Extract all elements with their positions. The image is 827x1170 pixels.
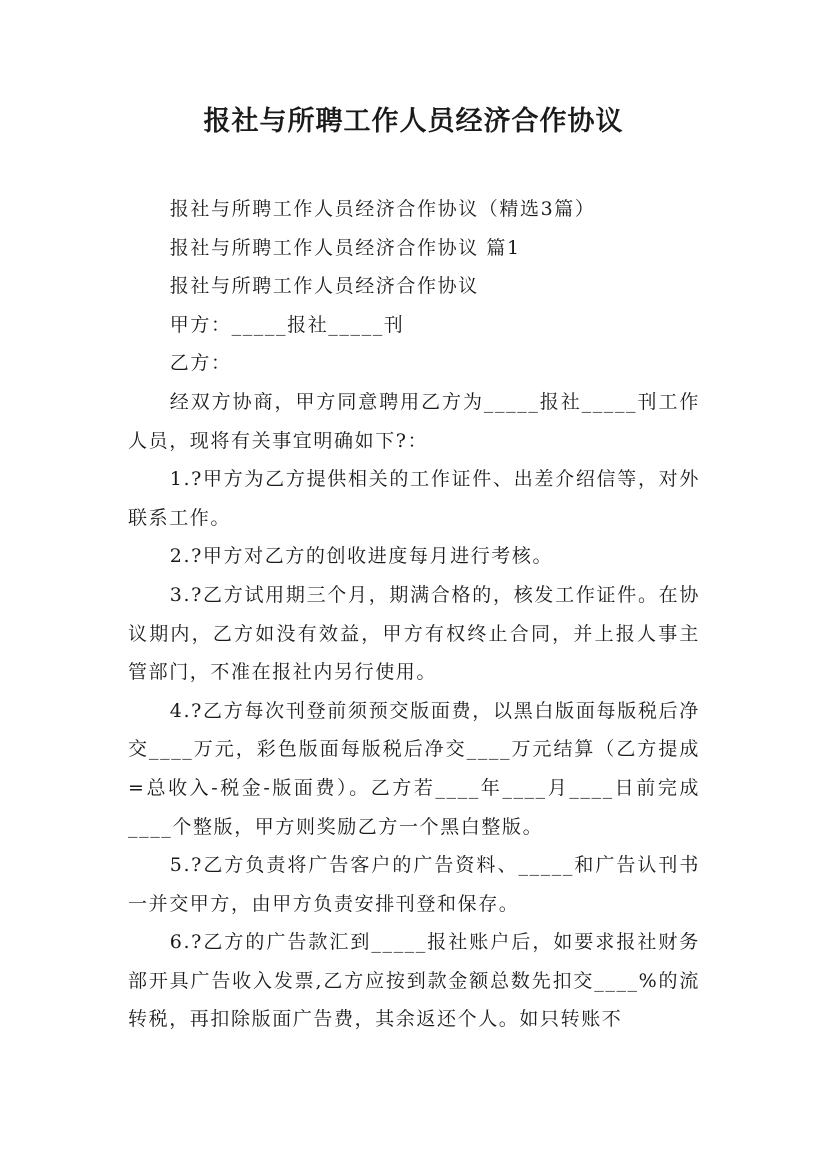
- document-title: 报社与所聘工作人员经济合作协议: [203, 106, 624, 137]
- paragraph-clause-6: 6.?乙方的广告款汇到_____报社账户后，如要求报社财务部开具广告收入发票,乙方应按到款金额总数先扣交____%的流转税，再扣除版面广告费，其余返还个人。如只转账不: [128, 931, 700, 1031]
- paragraph-subtitle: 报社与所聘工作人员经济合作协议（精选3篇）: [169, 198, 596, 220]
- paragraph-clause-3: 3.?乙方试用期三个月，期满合格的，核发工作证件。在协议期内，乙方如没有效益，甲方有权终止合同，并上报人事主管部门，不准在报社内另行使用。: [128, 583, 700, 684]
- document-body: [128, 190, 700, 1039]
- paragraph-clause-1: 1.?甲方为乙方提供相关的工作证件、出差介绍信等，对外联系工作。: [128, 468, 700, 529]
- paragraph-clause-2: 2.?甲方对乙方的创收进度每月进行考核。: [169, 545, 554, 568]
- paragraph-clause-5: 5.?乙方负责将广告客户的广告资料、_____和广告认刊书一并交甲方，由甲方负责安排刊登和保存。: [128, 854, 700, 915]
- paragraph-party-b: 乙方：: [169, 352, 232, 375]
- paragraph-clause-4: 4.?乙方每次刊登前须预交版面费，以黑白版面每版税后净交____万元，彩色版面每版税后净交____万元结算（乙方提成=总收入-税金-版面费）。乙方若____年____月____日前完成____个整版，甲方则奖励乙方一个黑白整版。: [128, 699, 700, 838]
- paragraph-agreement-name: 报社与所聘工作人员经济合作协议: [169, 275, 479, 298]
- paragraph-section-heading: 报社与所聘工作人员经济合作协议 篇1: [169, 236, 521, 259]
- paragraph-party-a: 甲方：_____报社_____刊: [169, 313, 405, 336]
- paragraph-preamble: 经双方协商，甲方同意聘用乙方为_____报社_____刊工作人员，现将有关事宜明确如下?：: [128, 390, 700, 452]
